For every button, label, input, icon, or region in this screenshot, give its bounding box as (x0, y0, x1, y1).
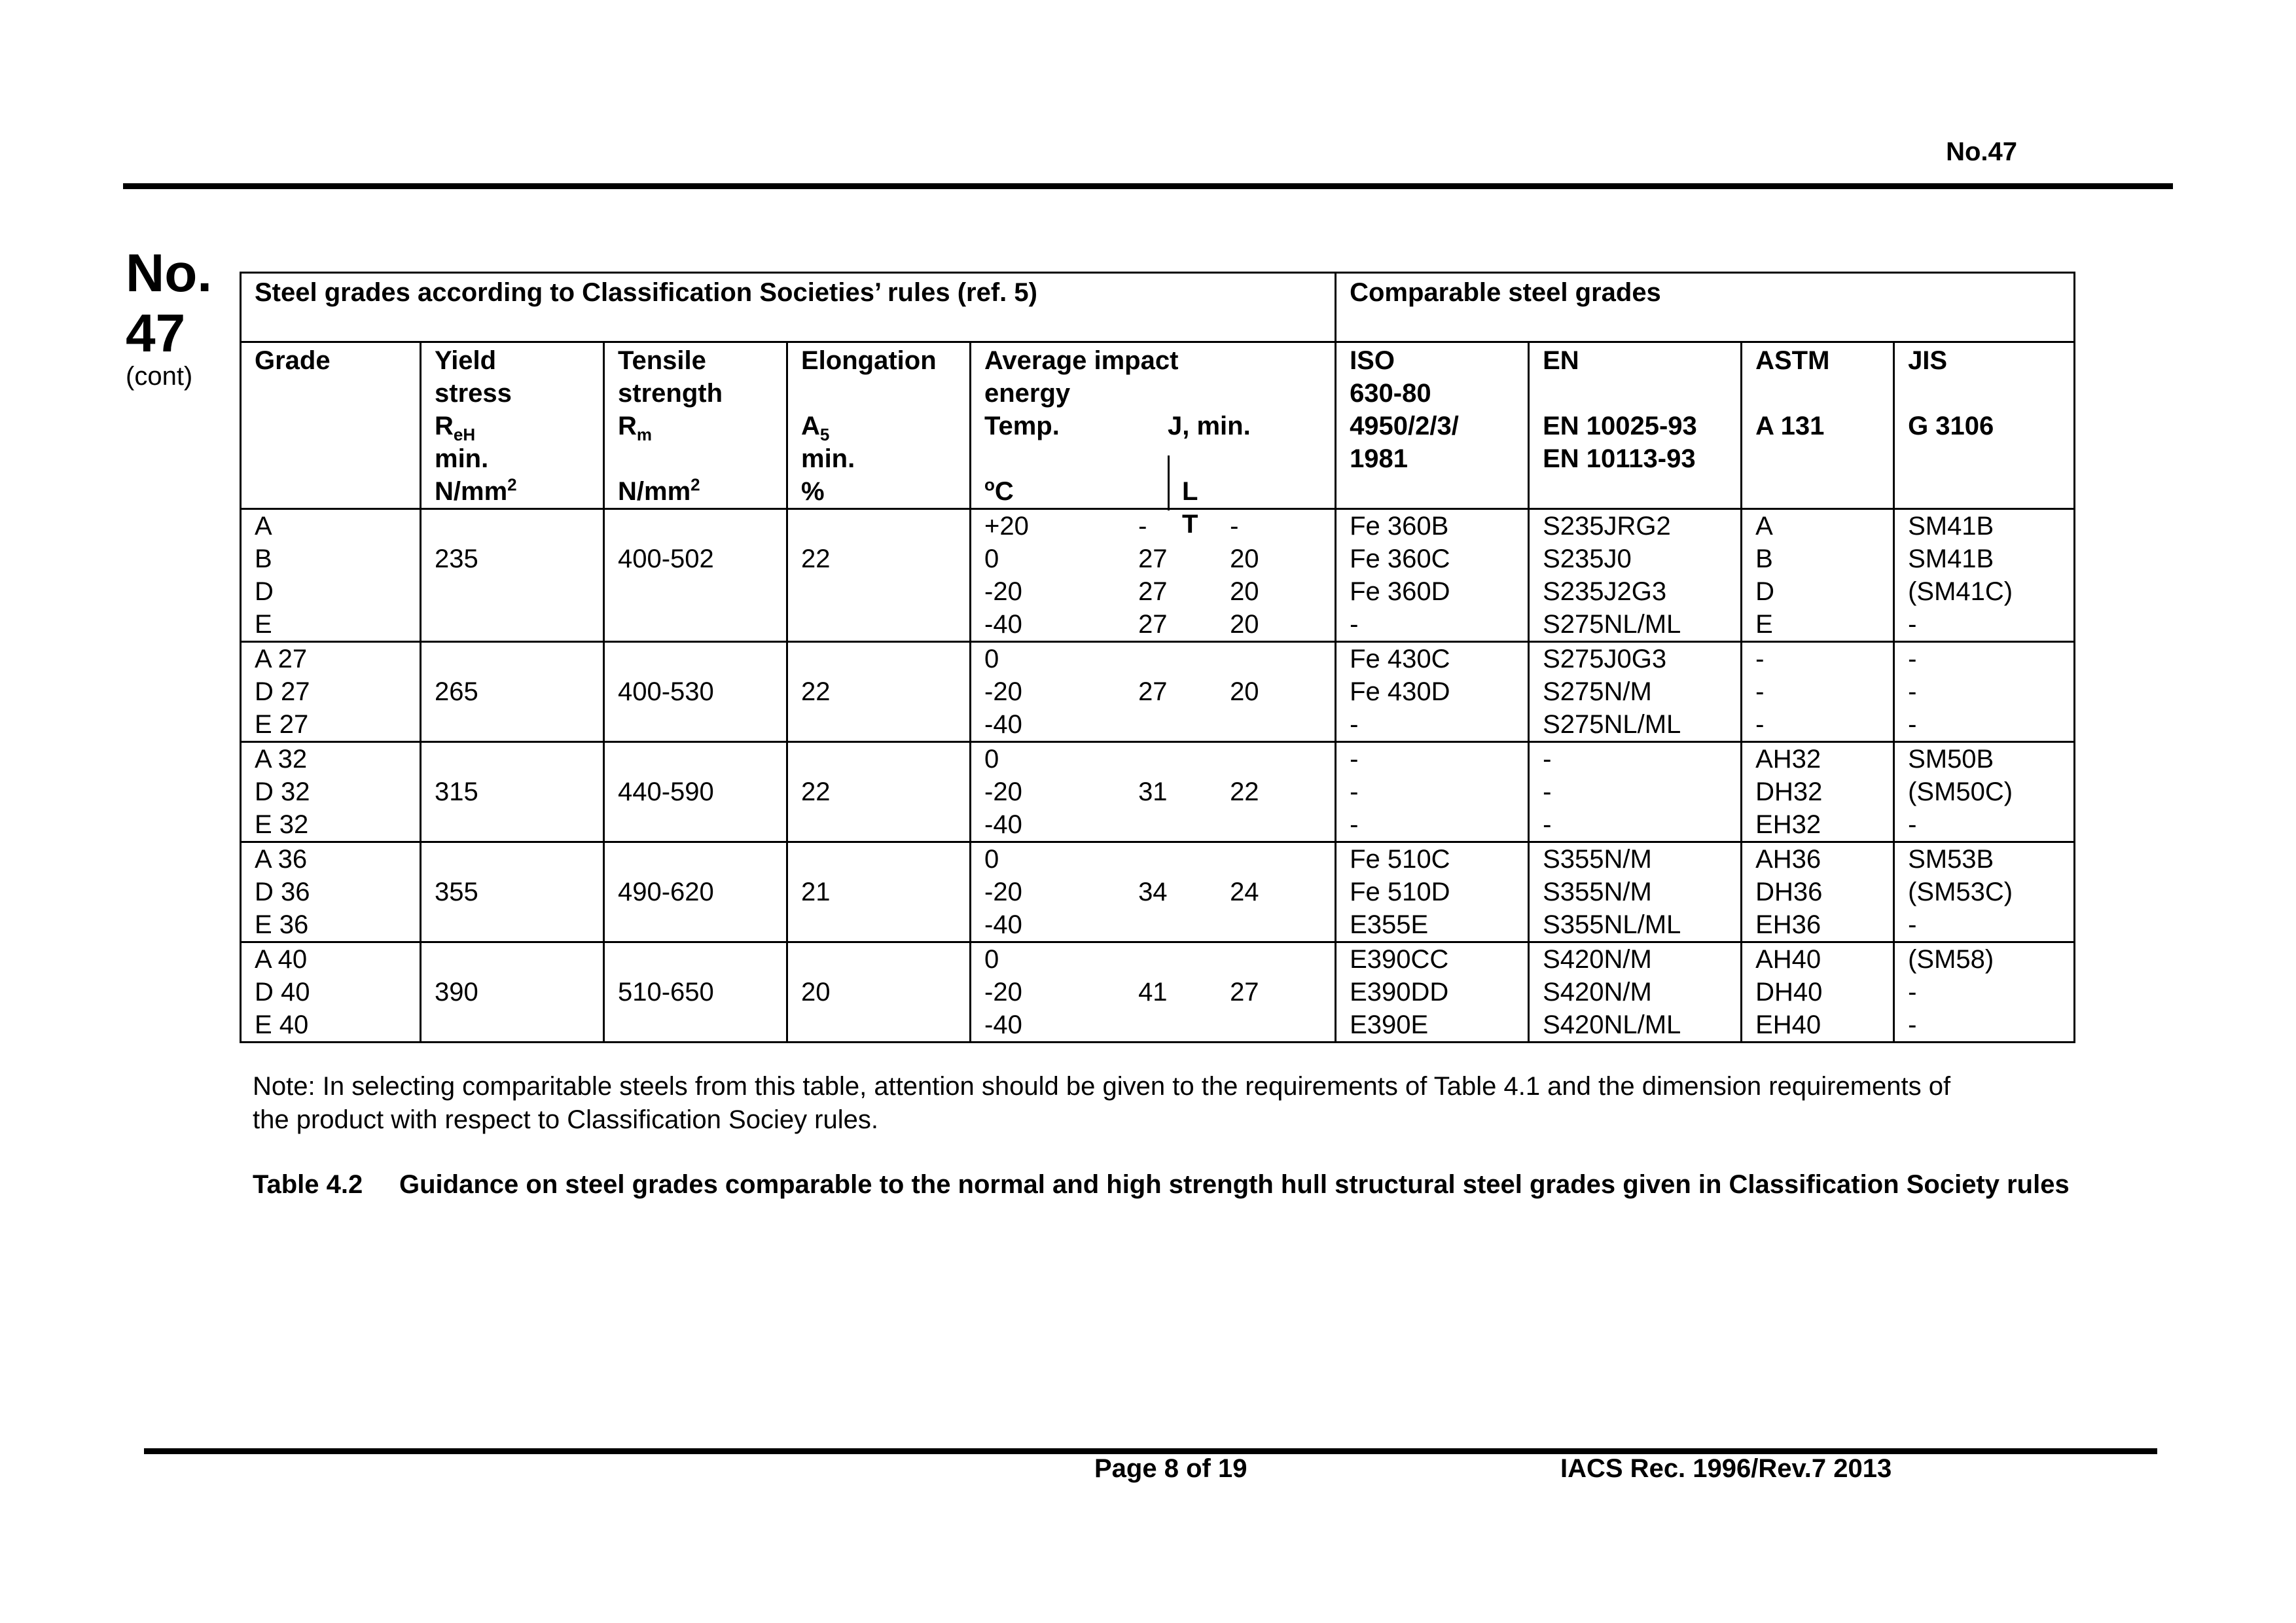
tensile-value: 400-530 (618, 677, 714, 706)
col-iso-l2: 630-80 (1350, 379, 1431, 408)
col-tensile-blank (618, 442, 773, 475)
col-header-elongation (787, 342, 971, 509)
col-header-grade (241, 342, 421, 509)
col-yield-symbol (435, 410, 590, 442)
impact-temps (984, 943, 1138, 1041)
jis-item: - (1908, 1010, 1917, 1039)
col-yield-sub: eH (453, 425, 476, 444)
elong-value: 22 (801, 777, 831, 806)
col-tensile-sub: m (636, 425, 653, 444)
en-item: S355NL/ML (1543, 910, 1681, 939)
steel-grades-table (240, 272, 2075, 1043)
table-row (241, 742, 2075, 842)
tensile-value: 400-502 (618, 544, 714, 573)
grade-item: D 32 (255, 777, 310, 806)
elong-value: 22 (801, 677, 831, 706)
impact-block (984, 843, 1321, 941)
grade-item: E 40 (255, 1010, 309, 1039)
astm-item: AH32 (1755, 745, 1821, 774)
impact-block (984, 643, 1321, 741)
en-item: S275J0G3 (1543, 645, 1667, 673)
grade-item: E 36 (255, 910, 309, 939)
cell-tensile (604, 509, 787, 642)
cell-yield (421, 842, 604, 942)
col-en-l1: EN (1543, 346, 1579, 375)
temp-item: -40 (984, 610, 1022, 639)
col-yield-unit-base: N/mm (435, 477, 508, 506)
table-row (241, 642, 2075, 742)
footer-page-number: Page 8 of 19 (1094, 1454, 1247, 1483)
elong-value: 22 (801, 544, 831, 573)
en-item: S235JRG2 (1543, 512, 1671, 541)
l-value: 27 (1138, 610, 1168, 639)
cell-grades (241, 509, 421, 642)
cell-elongation (787, 742, 971, 842)
iso-item: E390CC (1350, 945, 1449, 974)
tensile-value: 490-620 (618, 878, 714, 906)
temp-item: -20 (984, 577, 1022, 606)
footer-doc-ref: IACS Rec. 1996/Rev.7 2013 (1560, 1454, 1892, 1483)
t-value: - (1230, 512, 1239, 541)
iso-item: E390DD (1350, 978, 1449, 1007)
jis-item: (SM41C) (1908, 577, 2013, 606)
cell-tensile (604, 842, 787, 942)
impact-lt-headers (1182, 475, 1321, 541)
cell-grades (241, 942, 421, 1043)
iso-item: Fe 510C (1350, 845, 1450, 874)
temp-item: -40 (984, 810, 1022, 839)
col-iso-l1: ISO (1350, 346, 1395, 375)
cell-en (1529, 942, 1742, 1043)
col-impact-jmin: J, min. (1168, 412, 1251, 440)
cell-jis (1894, 942, 2075, 1043)
col-astm-l3: A 131 (1755, 412, 1825, 440)
table-row (241, 509, 2075, 642)
astm-item: EH40 (1755, 1010, 1821, 1039)
tensile-value: 440-590 (618, 777, 714, 806)
jis-item: SM41B (1908, 512, 1994, 541)
col-elong-l1: Elongation (801, 346, 937, 375)
iso-item: Fe 360B (1350, 512, 1449, 541)
grade-item: A 36 (255, 845, 308, 874)
header-doc-number: No.47 (1946, 137, 2017, 166)
iso-item: Fe 360C (1350, 544, 1450, 573)
cell-iso (1336, 842, 1529, 942)
side-cont: (cont) (126, 362, 193, 391)
col-elong-sub: 5 (819, 425, 830, 444)
cell-elongation (787, 842, 971, 942)
impact-lt (1138, 743, 1321, 841)
iso-item: - (1350, 710, 1359, 739)
col-header-tensile (604, 342, 787, 509)
impact-temps (984, 843, 1138, 941)
grade-item: D (255, 577, 274, 606)
en-item: S420N/M (1543, 945, 1652, 974)
section-header-class-societies: Steel grades according to Classification Societies’ rules (ref. 5) (241, 273, 1336, 342)
side-no-text: No. (126, 243, 213, 303)
l-value: 41 (1138, 978, 1168, 1007)
t-value: 20 (1230, 544, 1259, 573)
en-item: - (1543, 745, 1552, 774)
l-value: 27 (1138, 544, 1168, 573)
col-astm-blank (1755, 377, 1880, 410)
cell-yield (421, 942, 604, 1043)
en-item: S355N/M (1543, 878, 1652, 906)
en-item: S275NL/ML (1543, 710, 1681, 739)
col-impact-l: L (1182, 477, 1198, 506)
col-header-iso (1336, 342, 1529, 509)
col-elong-l4: min. (801, 444, 855, 473)
iso-item: - (1350, 810, 1359, 839)
grade-item: A 40 (255, 945, 308, 974)
yield-value: 235 (435, 544, 478, 573)
iso-item: E355E (1350, 910, 1429, 939)
en-item: S275NL/ML (1543, 610, 1681, 639)
en-item: S275N/M (1543, 677, 1652, 706)
cell-impact (971, 642, 1336, 742)
impact-temps (984, 510, 1138, 641)
temp-item: +20 (984, 512, 1029, 541)
temp-item: 0 (984, 945, 999, 974)
impact-temps (984, 643, 1138, 741)
tensile-value: 510-650 (618, 978, 714, 1007)
jis-item: SM41B (1908, 544, 1994, 573)
temp-item: -20 (984, 978, 1022, 1007)
jis-item: - (1908, 710, 1917, 739)
impact-lt (1138, 643, 1321, 741)
col-tensile-r: R (618, 412, 637, 440)
col-en-l4: EN 10113-93 (1543, 444, 1696, 473)
l-value: 27 (1138, 677, 1168, 706)
col-iso-l3: 4950/2/3/ (1350, 412, 1459, 440)
impact-lt (1138, 943, 1321, 1041)
elong-value: 20 (801, 978, 831, 1007)
cell-astm (1742, 509, 1894, 642)
iso-item: - (1350, 745, 1359, 774)
col-en-blank (1543, 377, 1727, 410)
yield-value: 265 (435, 677, 478, 706)
iso-item: Fe 360D (1350, 577, 1450, 606)
cell-elongation (787, 942, 971, 1043)
col-tensile-l2: strength (618, 379, 723, 408)
cell-yield (421, 509, 604, 642)
col-jis-blank (1908, 377, 2060, 410)
col-yield-l2: stress (435, 379, 512, 408)
cell-impact (971, 942, 1336, 1043)
col-jis-l1: JIS (1908, 346, 1948, 375)
cell-iso (1336, 942, 1529, 1043)
impact-temps (984, 743, 1138, 841)
cell-grades (241, 642, 421, 742)
section-header-comparable: Comparable steel grades (1336, 273, 2075, 342)
grade-item: A 32 (255, 745, 308, 774)
temp-item: -20 (984, 677, 1022, 706)
l-value: 34 (1138, 878, 1168, 906)
temp-item: -20 (984, 878, 1022, 906)
elong-value: 21 (801, 878, 831, 906)
col-tensile-unit-base: N/mm (618, 477, 691, 506)
jis-item: - (1908, 645, 1917, 673)
col-elong-unit: % (801, 477, 825, 506)
en-item: - (1543, 777, 1552, 806)
header-rule (123, 183, 2173, 189)
astm-item: B (1755, 544, 1773, 573)
grade-item: D 27 (255, 677, 310, 706)
cell-elongation (787, 642, 971, 742)
col-elong-symbol (801, 410, 956, 442)
t-value: 27 (1230, 978, 1259, 1007)
l-value: - (1138, 512, 1147, 541)
col-tensile-unit (618, 475, 773, 508)
jis-item: - (1908, 810, 1917, 839)
iso-item: - (1350, 610, 1359, 639)
col-yield-l1: Yield (435, 346, 497, 375)
col-tensile-l1: Tensile (618, 346, 706, 375)
grade-item: E 27 (255, 710, 309, 739)
footer-rule (144, 1448, 2157, 1454)
en-item: - (1543, 810, 1552, 839)
astm-item: DH32 (1755, 777, 1823, 806)
t-value: 24 (1230, 878, 1259, 906)
col-tensile-symbol (618, 410, 773, 442)
cell-en (1529, 642, 1742, 742)
cell-en (1529, 842, 1742, 942)
cell-impact (971, 842, 1336, 942)
table-note: Note: In selecting comparitable steels from this table, attention should be given to the requirements of Table 4.1 and the dimension requirements of the product with respect to Classification Sociey rules. (253, 1072, 1951, 1134)
astm-item: - (1755, 710, 1765, 739)
jis-item: - (1908, 677, 1917, 706)
caption-label: Table 4.2 (253, 1170, 363, 1199)
astm-item: AH36 (1755, 845, 1821, 874)
cell-en (1529, 742, 1742, 842)
col-impact-l1: Average impact (984, 346, 1179, 375)
jis-item: (SM53C) (1908, 878, 2013, 906)
temp-item: -20 (984, 777, 1022, 806)
caption-text: Guidance on steel grades comparable to the normal and high strength hull structural steel grades given in Classification Society rules (399, 1170, 2070, 1199)
yield-value: 355 (435, 878, 478, 906)
astm-item: - (1755, 677, 1765, 706)
astm-item: D (1755, 577, 1774, 606)
jis-item: SM53B (1908, 845, 1994, 874)
cell-impact (971, 742, 1336, 842)
astm-item: EH32 (1755, 810, 1821, 839)
impact-subdivider (1168, 455, 1170, 510)
cell-en (1529, 509, 1742, 642)
col-header-astm (1742, 342, 1894, 509)
cell-yield (421, 742, 604, 842)
table-row (241, 942, 2075, 1043)
cell-elongation (787, 509, 971, 642)
en-item: S235J0 (1543, 544, 1632, 573)
grade-item: E (255, 610, 272, 639)
cell-astm (1742, 642, 1894, 742)
col-astm-l1: ASTM (1755, 346, 1830, 375)
col-header-jis (1894, 342, 2075, 509)
cell-tensile (604, 942, 787, 1043)
impact-block (984, 943, 1321, 1041)
jis-item: - (1908, 978, 1917, 1007)
jis-item: (SM50C) (1908, 777, 2013, 806)
cell-jis (1894, 642, 2075, 742)
astm-item: AH40 (1755, 945, 1821, 974)
cell-iso (1336, 509, 1529, 642)
side-no-number: 47 (126, 304, 186, 363)
yield-value: 315 (435, 777, 478, 806)
cell-yield (421, 642, 604, 742)
grade-item: A 27 (255, 645, 308, 673)
impact-block (984, 743, 1321, 841)
cell-iso (1336, 742, 1529, 842)
temp-item: 0 (984, 845, 999, 874)
t-value: 20 (1230, 577, 1259, 606)
cell-tensile (604, 642, 787, 742)
astm-item: E (1755, 610, 1773, 639)
astm-item: DH36 (1755, 878, 1823, 906)
iso-item: - (1350, 777, 1359, 806)
grade-item: A (255, 512, 272, 541)
jis-item: - (1908, 910, 1917, 939)
col-header-en (1529, 342, 1742, 509)
cell-grades (241, 842, 421, 942)
grade-item: B (255, 544, 272, 573)
l-value: 27 (1138, 577, 1168, 606)
col-yield-unit (435, 475, 590, 508)
cell-iso (1336, 642, 1529, 742)
impact-lt (1138, 843, 1321, 941)
jis-item: SM50B (1908, 745, 1994, 774)
col-impact-deg: o (984, 474, 995, 495)
col-impact-temp: Temp. (984, 412, 1060, 440)
yield-value: 390 (435, 978, 478, 1007)
t-value: 22 (1230, 777, 1259, 806)
table-row (241, 842, 2075, 942)
l-value: 31 (1138, 777, 1168, 806)
col-en-l3: EN 10025-93 (1543, 412, 1697, 440)
en-item: S235J2G3 (1543, 577, 1667, 606)
temp-item: -40 (984, 1010, 1022, 1039)
col-jis-l3: G 3106 (1908, 412, 1994, 440)
cell-grades (241, 742, 421, 842)
col-yield-r: R (435, 412, 454, 440)
col-elong-a: A (801, 412, 820, 440)
cell-astm (1742, 742, 1894, 842)
t-value: 20 (1230, 610, 1259, 639)
grade-item: D 40 (255, 978, 310, 1007)
en-item: S355N/M (1543, 845, 1652, 874)
col-impact-c: C (994, 477, 1014, 506)
astm-item: - (1755, 645, 1765, 673)
astm-item: A (1755, 512, 1773, 541)
grade-item: D 36 (255, 878, 310, 906)
grade-item: E 32 (255, 810, 309, 839)
temp-item: 0 (984, 745, 999, 774)
col-yield-unit-sup: 2 (507, 474, 517, 495)
col-yield-l4: min. (435, 444, 489, 473)
jis-item: - (1908, 610, 1917, 639)
astm-item: EH36 (1755, 910, 1821, 939)
col-impact-t: T (1182, 510, 1198, 539)
iso-item: Fe 510D (1350, 878, 1450, 906)
col-grade-label: Grade (255, 346, 331, 375)
cell-astm (1742, 942, 1894, 1043)
temp-item: -40 (984, 710, 1022, 739)
temp-item: 0 (984, 544, 999, 573)
cell-jis (1894, 509, 2075, 642)
col-iso-l4: 1981 (1350, 444, 1408, 473)
iso-item: Fe 430C (1350, 645, 1450, 673)
col-impact-l2: energy (984, 379, 1071, 408)
iso-item: Fe 430D (1350, 677, 1450, 706)
en-item: S420NL/ML (1543, 1010, 1681, 1039)
astm-item: DH40 (1755, 978, 1823, 1007)
col-elong-blank (801, 377, 956, 410)
cell-astm (1742, 842, 1894, 942)
col-header-yield (421, 342, 604, 509)
en-item: S420N/M (1543, 978, 1652, 1007)
cell-tensile (604, 742, 787, 842)
iso-item: E390E (1350, 1010, 1429, 1039)
side-rec-label (126, 243, 212, 364)
cell-jis (1894, 842, 2075, 942)
jis-item: (SM58) (1908, 945, 1994, 974)
t-value: 20 (1230, 677, 1259, 706)
temp-item: -40 (984, 910, 1022, 939)
temp-item: 0 (984, 645, 999, 673)
col-tensile-unit-sup: 2 (691, 474, 700, 495)
cell-jis (1894, 742, 2075, 842)
